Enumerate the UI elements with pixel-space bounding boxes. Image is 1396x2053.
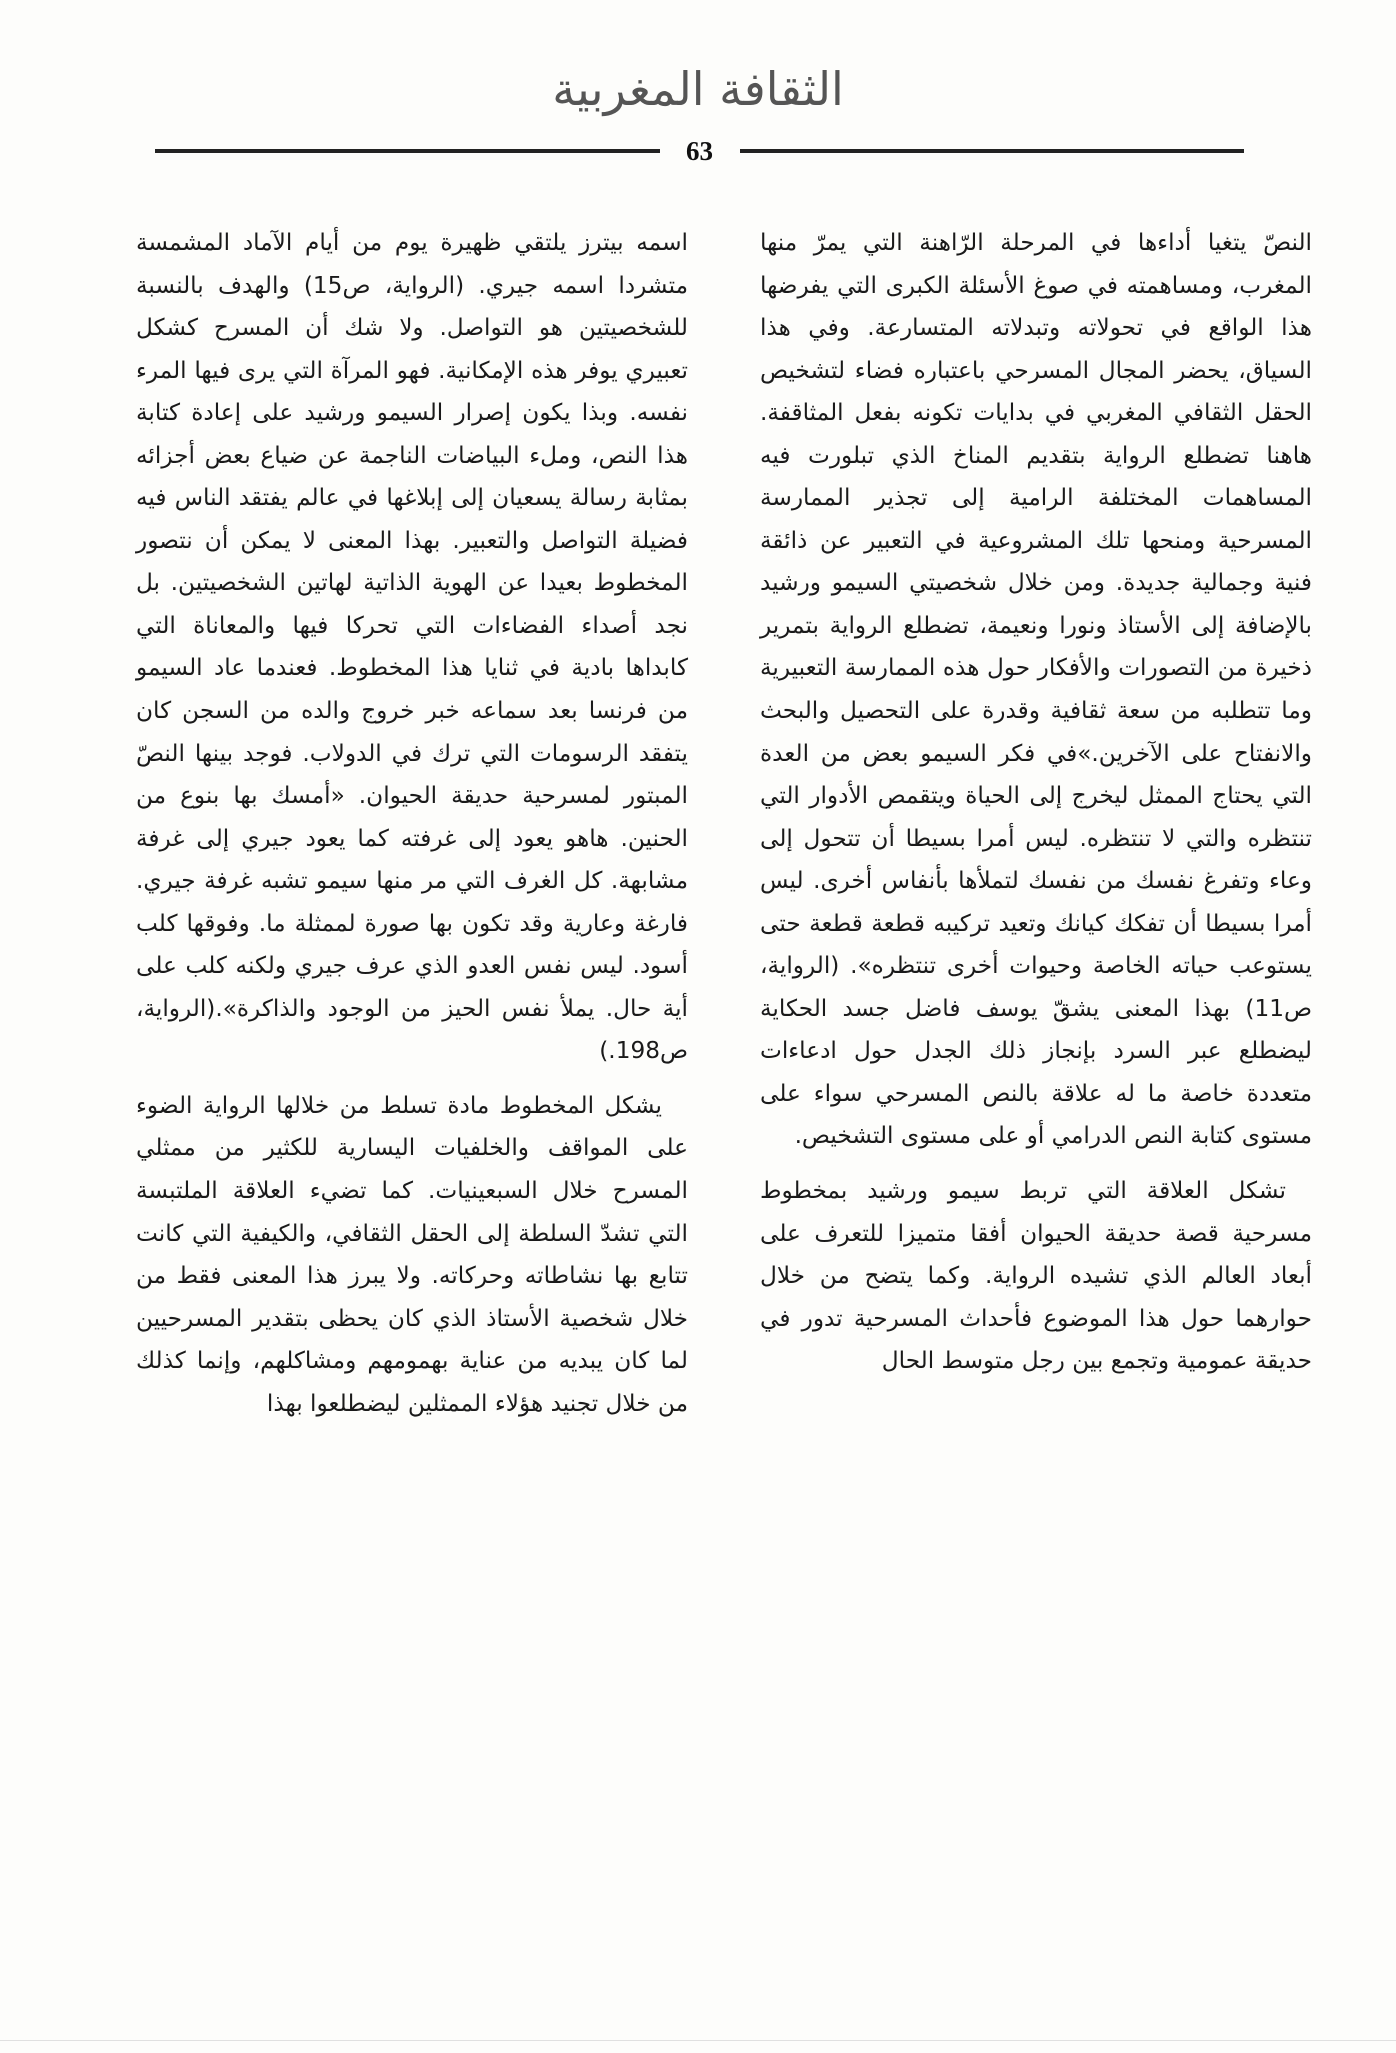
header-rule-left	[155, 149, 660, 153]
paragraph: اسمه بيترز يلتقي ظهيرة يوم من أيام الآماد المشمسة متشردا اسمه جيري. (الرواية، ص15) والهدف بالنسبة للشخصيتين هو التواصل. ولا شك أن المسرح كشكل تعبيري يوفر هذه الإمكانية. فهو المرآة التي يرى فيها المرء نفسه. وبذا يكون إصرار السيمو ورشيد على إعادة كتابة هذا النص، وملء البياضات الناجمة عن ضياع بعض أجزائه بمثابة رسالة يسعيان إلى إبلاغها في عالم يفتقد الناس فيه فضيلة التواصل والتعبير. بهذا المعنى لا يمكن أن نتصور المخطوط بعيدا عن الهوية الذاتية لهاتين الشخصيتين. بل نجد أصداء الفضاءات التي تحركا فيها والمعاناة التي كابداها بادية في ثنايا هذا المخطوط. فعندما عاد السيمو من فرنسا بعد سماعه خبر خروج والده من السجن كان يتفقد الرسومات التي ترك في الدولاب. فوجد بينها النصّ المبتور لمسرحية حديقة الحيوان. «أمسك بها بنوع من الحنين. هاهو يعود إلى غرفته كما يعود جيري إلى غرفة مشابهة. كل الغرف التي مر منها سيمو تشبه غرفة جيري. فارغة وعارية وقد تكون بها صورة لممثلة ما. وفوقها كلب أسود. ليس نفس العدو الذي عرف جيري ولكنه كلب على أية حال. يملأ نفس الحيز من الوجود والذاكرة».(الرواية، ص198.)	[136, 229, 688, 1065]
journal-title: الثقافة المغربية	[552, 62, 844, 116]
paragraph: يشكل المخطوط مادة تسلط من خلالها الرواية الضوء على المواقف والخلفيات اليسارية للكثير من ممثلي المسرح خلال السبعينيات. كما تضيء العلاقة الملتبسة التي تشدّ السلطة إلى الحقل الثقافي، والكيفية التي كانت تتابع بها نشاطاته وحركاته. ولا يبرز هذا المعنى فقط من خلال شخصية الأستاذ الذي كان يحظى بتقدير المسرحيين لما كان يبديه من عناية بهمومهم ومشاكلهم، وإنما كذلك من خلال تجنيد هؤلاء الممثلين ليضطلعوا بهذا	[136, 1091, 688, 1417]
header-rule-right	[740, 149, 1245, 153]
paragraph: النصّ يتغيا أداءها في المرحلة الرّاهنة التي يمرّ منها المغرب، ومساهمته في صوغ الأسئلة الكبرى التي يفرضها هذا الواقع في تحولاته وتبدلاته المتسارعة. وفي هذا السياق، يحضر المجال المسرحي باعتباره فضاء لتشخيص الحقل الثقافي المغربي في بدايات تكونه بفعل المثاقفة. هاهنا تضطلع الرواية بتقديم المناخ الذي تبلورت فيه المساهمات المختلفة الرامية إلى تجذير الممارسة المسرحية ومنحها تلك المشروعية في التعبير عن ذائقة فنية وجمالية جديدة. ومن خلال شخصيتي السيمو ورشيد بالإضافة إلى الأستاذ ونورا ونعيمة، تضطلع الرواية بتمرير ذخيرة من التصورات والأفكار حول هذه الممارسة التعبيرية وما تتطلبه من سعة ثقافية وقدرة على التحصيل والبحث والانفتاح على الآخرين.»في فكر السيمو بعض من العدة التي يحتاج الممثل ليخرج إلى الحياة ويتقمص الأدوار التي تنتظره والتي لا تنتظره. ليس أمرا بسيطا أن تتحول إلى وعاء وتفرغ نفسك من نفسك لتملأها بأنفاس أخرى. ليس أمرا بسيطا أن تفكك كيانك وتعيد تركيبه قطعة قطعة حتى يستوعب حياته الخاصة وحيوات أخرى تنتظره». (الرواية، ص11) بهذا المعنى يشقّ يوسف فاضل جسد الحكاية ليضطلع عبر السرد بإنجاز ذلك الجدل حول ادعاءات متعددة خاصة ما له علاقة بالنص المسرحي سواء على مستوى كتابة النص الدرامي أو على مستوى التشخيص.	[760, 229, 1312, 1150]
page-number: 63	[686, 135, 713, 166]
header-rule	[155, 136, 1244, 166]
text-column-right	[760, 222, 1312, 1383]
paragraph: تشكل العلاقة التي تربط سيمو ورشيد بمخطوط مسرحية قصة حديقة الحيوان أفقا متميزا للتعرف على أبعاد العالم الذي تشيده الرواية. وكما يتضح من خلال حوارهما حول هذا الموضوع فأحداث المسرحية تدور في حديقة عمومية وتجمع بين رجل متوسط الحال	[760, 1177, 1312, 1375]
text-column-left	[136, 222, 688, 1425]
page-edge	[0, 2040, 1396, 2041]
